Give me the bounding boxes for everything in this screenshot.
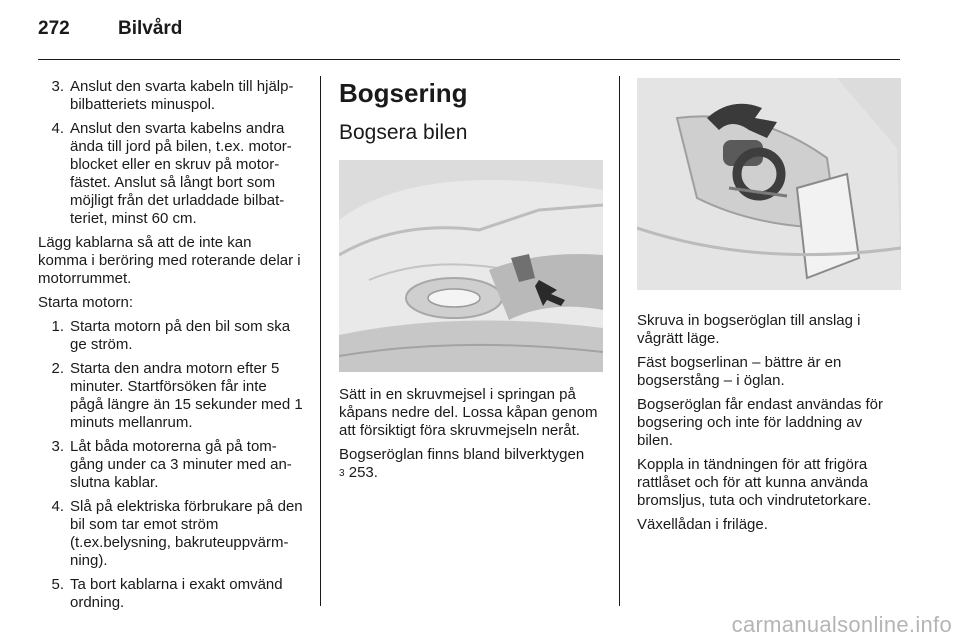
step-number: 1. — [51, 318, 64, 335]
paragraph: Växellådan i friläge. — [637, 516, 768, 533]
sub-title: Bogsera bilen — [339, 121, 468, 144]
step-number: 2. — [51, 360, 64, 377]
paragraph: Lägg kablarna så att de inte kan komma i beröring med roterande delar i motorrummet. — [38, 234, 301, 287]
step-number: 4. — [51, 120, 64, 137]
column-divider-left — [320, 76, 321, 606]
step-number: 3. — [51, 438, 64, 455]
paragraph: Bogseröglan får endast användas för bogsering och inte för laddning av bilen. — [637, 396, 883, 449]
page-header — [38, 18, 182, 40]
page-ref-link[interactable]: 253. — [348, 464, 378, 481]
left-column — [38, 78, 304, 618]
section-title: Bogsering — [339, 78, 468, 108]
paragraph: Fäst bogserlinan – bättre är en bogserstång – i öglan. — [637, 354, 842, 389]
step-text: Ta bort kablarna i exakt omvänd ordning. — [70, 576, 283, 611]
car-bumper-illustration — [339, 160, 603, 372]
step-text: Anslut den svarta kabeln till hjälp-bilbatteriets minuspol. — [70, 78, 294, 113]
step-number: 3. — [51, 78, 64, 95]
list-item — [38, 120, 304, 228]
page-number: 272 — [38, 18, 70, 39]
watermark: carmanualsonline.info — [731, 612, 952, 637]
paragraph-text: Bogseröglan finns bland bilverktygen — [339, 446, 585, 463]
step-text: Anslut den svarta kabelns andra ända till jord på bilen, t.ex. motor-blocket eller en skruv på motor-fästet. Anslut så långt bort som möjligt från det urladdade bilbat-teriet, minst 60 cm. — [70, 120, 292, 227]
list-item — [38, 360, 304, 432]
section-name: Bilvård — [118, 18, 183, 39]
paragraph: Starta motorn: — [38, 294, 134, 311]
step-text: Starta den andra motorn efter 5 minuter. Startförsöken får inte pågå längre än 15 sekunder med 1 minuts mellanrum. — [70, 360, 303, 431]
middle-column — [339, 78, 603, 489]
list-item — [38, 438, 304, 492]
header-rule — [38, 59, 900, 60]
list-item — [38, 78, 304, 114]
paragraph: Sätt in en skruvmejsel i springan på kåpans nedre del. Lossa kåpan genom att försiktigt föra skruvmejseln neråt. — [339, 386, 598, 439]
step-text: Slå på elektriska förbrukare på den bil som tar emot ström (t.ex.belysning, bakruteuppvärm-ning). — [70, 498, 303, 569]
paragraph: Koppla in tändningen för att frigöra rattlåset och för att kunna använda bromsljus, tuta och vindrutetorkare. — [637, 456, 872, 509]
car-front-figure — [339, 160, 603, 372]
towing-eye-figure — [637, 78, 901, 290]
list-item — [38, 498, 304, 570]
steps-list-b — [38, 318, 304, 612]
column-divider-right — [619, 76, 620, 606]
paragraph: Skruva in bogseröglan till anslag i vågrätt läge. — [637, 312, 861, 347]
step-text: Låt båda motorerna gå på tom-gång under ca 3 minuter med an-slutna kablar. — [70, 438, 292, 491]
paragraph-with-ref — [339, 446, 603, 483]
step-text: Starta motorn på den bil som ska ge ström. — [70, 318, 291, 353]
right-column — [637, 78, 901, 540]
steps-list-a — [38, 78, 304, 228]
list-item — [38, 318, 304, 354]
towing-eye-illustration — [637, 78, 901, 290]
list-item — [38, 576, 304, 612]
step-number: 5. — [51, 576, 64, 593]
step-number: 4. — [51, 498, 64, 515]
page-ref-arrow-icon: 3 — [339, 468, 345, 479]
